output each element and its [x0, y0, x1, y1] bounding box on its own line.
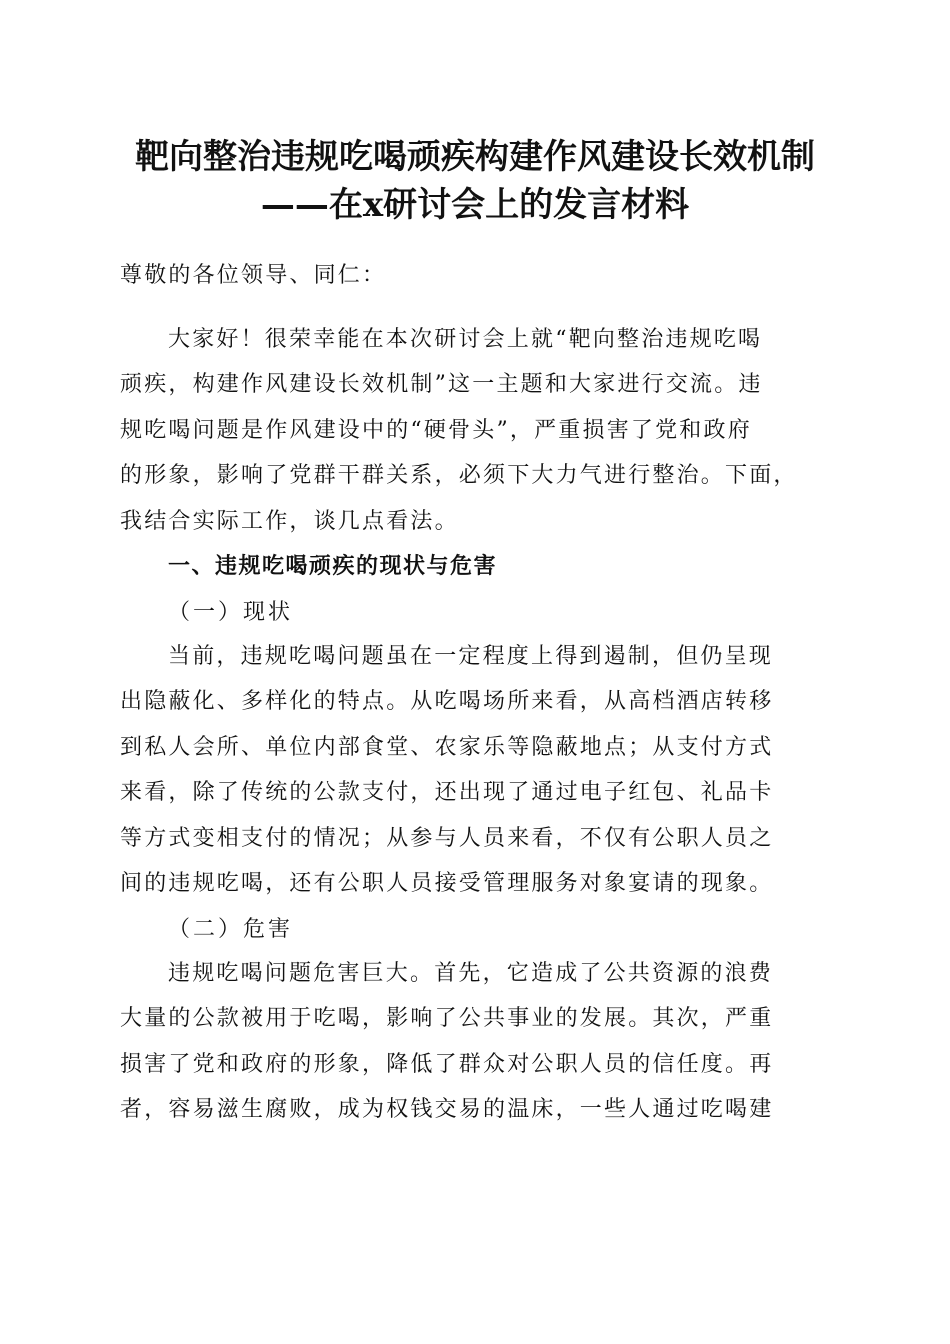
paragraph-line: 损害了党和政府的形象，降低了群众对公职人员的信任度。再 — [120, 1052, 774, 1077]
paragraph-line: 违规吃喝问题危害巨大。首先，它造成了公共资源的浪费 — [168, 961, 774, 986]
section-heading: 一、违规吃喝顽疾的现状与危害 — [168, 554, 498, 579]
paragraph-line: 者，容易滋生腐败，成为权钱交易的温床，一些人通过吃喝建 — [120, 1097, 774, 1122]
paragraph-line: 大量的公款被用于吃喝，影响了公共事业的发展。其次，严重 — [120, 1006, 774, 1031]
intro-line: 顽疾，构建作风建设长效机制”这一主题和大家进行交流。违 — [120, 372, 763, 397]
paragraph-line: 出隐蔽化、多样化的特点。从吃喝场所来看，从高档酒店转移 — [120, 689, 774, 714]
intro-line: 大家好！很荣幸能在本次研讨会上就“靶向整治违规吃喝 — [168, 327, 763, 352]
intro-line: 我结合实际工作，谈几点看法。 — [120, 509, 459, 534]
subsection-heading: （二）危害 — [168, 917, 294, 942]
subsection-heading: （一）现状 — [168, 600, 294, 625]
salutation: 尊敬的各位领导、同仁： — [120, 263, 387, 288]
paragraph-line: 当前，违规吃喝问题虽在一定程度上得到遏制，但仍呈现 — [168, 644, 774, 669]
paragraph-line: 等方式变相支付的情况；从参与人员来看，不仅有公职人员之 — [120, 826, 774, 851]
paragraph-line: 间的违规吃喝，还有公职人员接受管理服务对象宴请的现象。 — [120, 871, 774, 896]
document-title-line-2: ——在x研讨会上的发言材料 — [260, 185, 690, 225]
document-title-line-1: 靶向整治违规吃喝顽疾构建作风建设长效机制 — [135, 137, 815, 177]
intro-line: 规吃喝问题是作风建设中的“硬骨头”，严重损害了党和政府 — [120, 418, 752, 443]
paragraph-line: 到私人会所、单位内部食堂、农家乐等隐蔽地点；从支付方式 — [120, 735, 774, 760]
paragraph-line: 来看，除了传统的公款支付，还出现了通过电子红包、礼品卡 — [120, 780, 774, 805]
intro-line: 的形象，影响了党群干群关系，必须下大力气进行整治。下面， — [120, 463, 798, 488]
